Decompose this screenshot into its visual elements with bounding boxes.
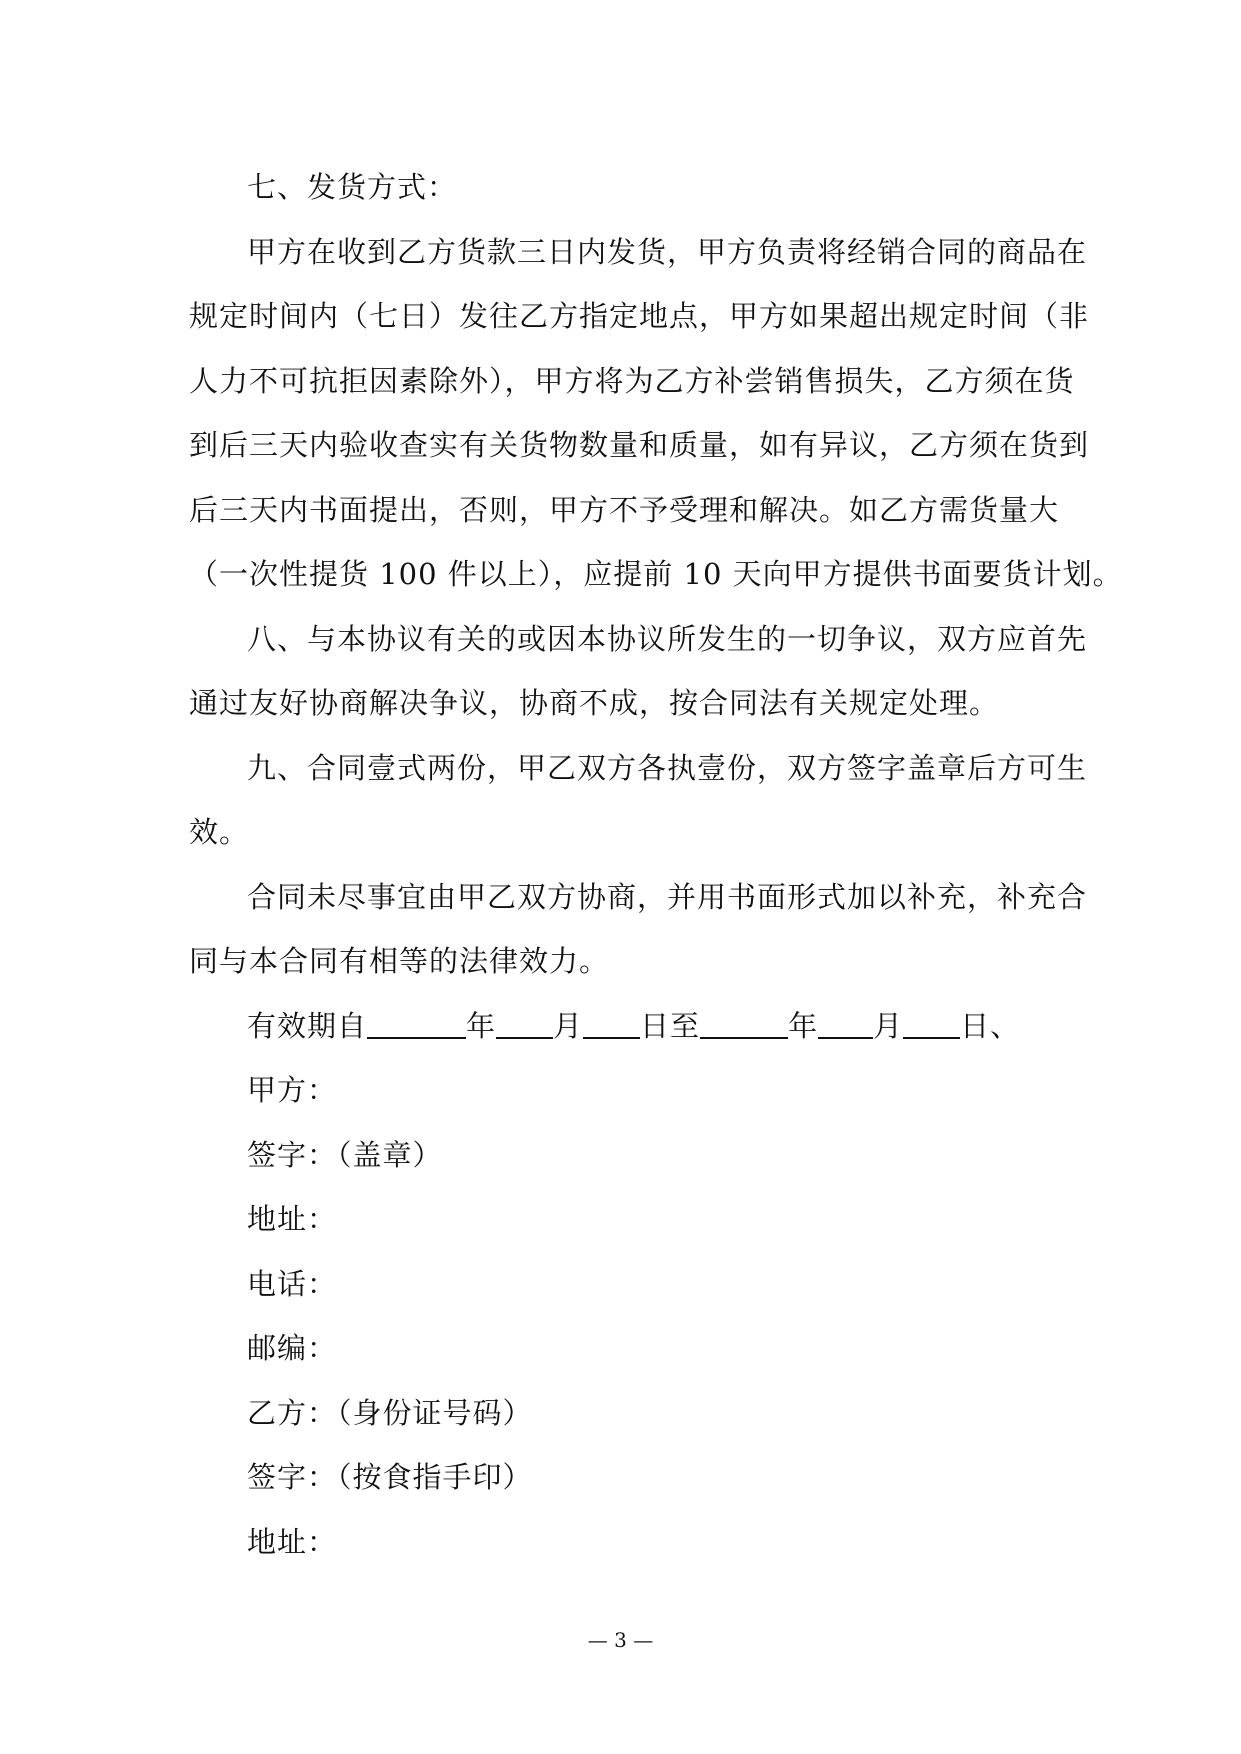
day-to-label: 日至 <box>640 1008 701 1043</box>
start-month-blank[interactable] <box>496 1007 553 1039</box>
end-year-blank[interactable] <box>700 1007 788 1039</box>
end-month-blank[interactable] <box>818 1007 873 1039</box>
validity-prefix: 有效期自 <box>247 1008 368 1043</box>
start-year-blank[interactable] <box>367 1007 466 1039</box>
party-a-signature-field: 签字：（盖章） <box>247 1137 443 1172</box>
paragraph-line: 甲方在收到乙方货款三日内发货，甲方负责将经销合同的商品在 <box>247 234 1088 269</box>
paragraph-line: 效。 <box>189 815 250 849</box>
section-heading-shipping: 七、发货方式： <box>247 170 458 204</box>
month-label: 月 <box>553 1008 584 1043</box>
party-b-address-field: 地址： <box>247 1524 338 1559</box>
end-day-blank[interactable] <box>903 1007 960 1039</box>
paragraph-line: 合同未尽事宜由甲乙双方协商，并用书面形式加以补充，补充合 <box>247 879 1088 914</box>
start-day-blank[interactable] <box>583 1007 640 1039</box>
party-a-address-field: 地址： <box>247 1202 338 1236</box>
paragraph-line: 通过友好协商解决争议，协商不成，按合同法有关规定处理。 <box>189 686 1000 720</box>
day-end-label: 日、 <box>960 1008 1021 1043</box>
paragraph-line: 到后三天内验收查实有关货物数量和质量，如有异议，乙方须在货到 <box>189 428 1090 462</box>
document-body <box>189 155 1123 1574</box>
month-label: 月 <box>873 1008 904 1043</box>
year-label: 年 <box>788 1008 819 1043</box>
party-b-label: 乙方：（身份证号码） <box>247 1395 533 1430</box>
year-label: 年 <box>466 1008 497 1043</box>
party-b-signature-field: 签字：（按食指手印） <box>247 1460 533 1494</box>
paragraph-line: 规定时间内（七日）发往乙方指定地点，甲方如果超出规定时间（非 <box>189 299 1090 333</box>
party-a-postcode-field: 邮编： <box>247 1331 338 1365</box>
paragraph-line: 人力不可抗拒因素除外），甲方将为乙方补尝销售损失，乙方须在货 <box>189 363 1075 398</box>
paragraph-line: 后三天内书面提出，否则，甲方不予受理和解决。如乙方需货量大 <box>189 492 1060 527</box>
paragraph-line: 九、合同壹式两份，甲乙双方各执壹份，双方签字盖章后方可生 <box>247 750 1088 785</box>
paragraph-line: （一次性提货 100 件以上），应提前 10 天向甲方提供书面要货计划。 <box>189 557 1123 591</box>
page-number: — 3 — <box>587 1628 654 1652</box>
validity-period-line <box>189 994 1059 1059</box>
party-a-phone-field: 电话： <box>247 1266 338 1301</box>
party-a-label: 甲方： <box>247 1073 338 1107</box>
paragraph-line: 八、与本协议有关的或因本协议所发生的一切争议，双方应首先 <box>247 621 1088 656</box>
paragraph-line: 同与本合同有相等的法律效力。 <box>189 944 610 978</box>
